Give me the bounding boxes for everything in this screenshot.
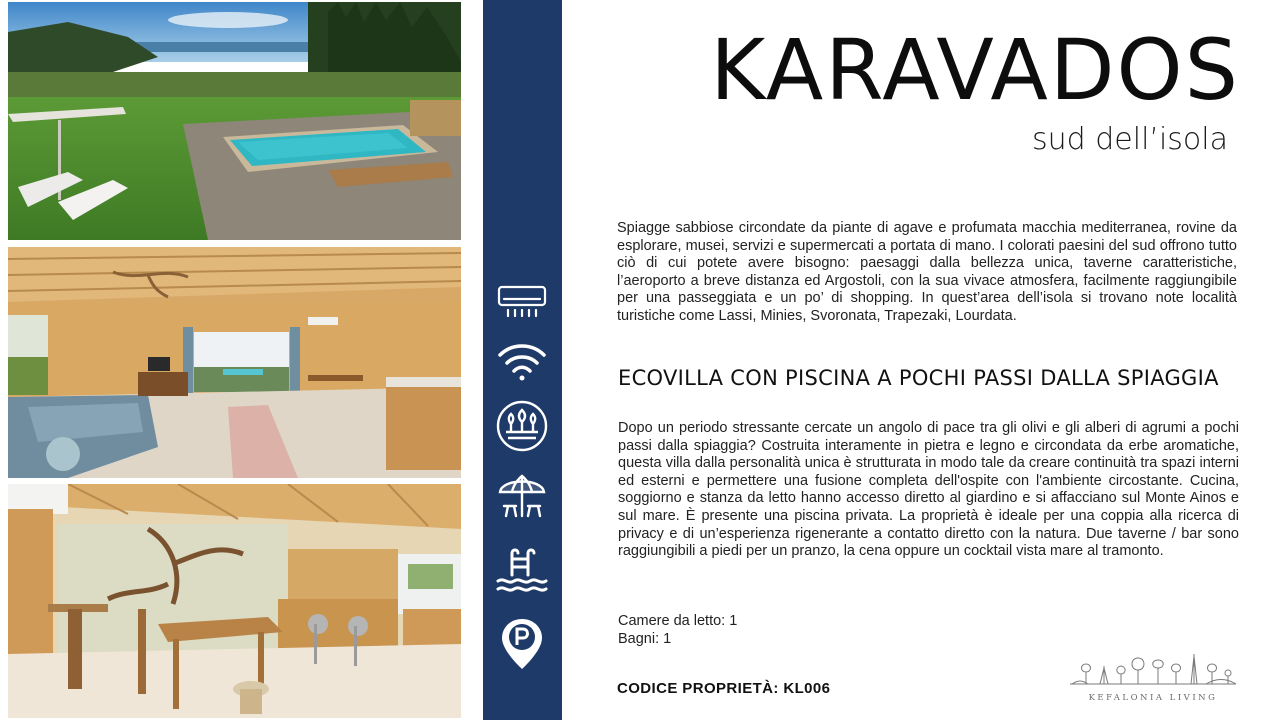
swimming-pool-icon — [494, 543, 550, 599]
bathrooms-count: Bagni: 1 — [618, 631, 672, 647]
trees-logo-icon — [1066, 650, 1240, 692]
property-description: Dopo un periodo stressante cercate un angolo di pace tra gli olivi e gli alberi di agrumi a pochi passi dalla spiaggia? Costruita interamente in pietra e legno e circondata da erbe aromatiche, questa villa dalla personalità unica è strutturata in modo tale da creare continuità tra spazi interni ed esterni e permettere una fusione completa dell'ospite con l'ambiente circostante. Cucina, soggiorno e stanza da letto hanno accesso diretto al giardino e si affacciano sul Monte Ainos e sul mare. È presente una piscina privata. La proprietà è ideale per una coppia alla ricerca di privacy e di un’esperienza rigenerante a contatto diretto con la natura. Due taverne / bar sono raggiungibili a piedi per un pranzo, la cena oppure un cocktail vista mare al tramonto. — [618, 420, 1239, 560]
property-subtitle: sud dell’isola — [1032, 122, 1228, 157]
property-facts — [618, 612, 737, 648]
parking-icon — [494, 615, 550, 671]
area-description: Spiagge sabbiose circondate da piante di agave e profumata macchia mediterranea, rovine da esplorare, musei, servizi e supermercati a portata di mano. I colorati paesini del sud offrono tutto ciò di cui potete avere bisogno: paesaggi dalla bellezza unica, taverne caratteristiche, l’aeroporto a breve distanza ed Argostoli, con la sua vivace atmosfera, facilmente raggiungibile per una passeggiata e un po’ di shopping. In quest’area dell’isola si trovano note località turistiche come Lassi, Minies, Svoronata, Trapezaki, Lourdata. — [617, 220, 1237, 324]
photo-pool-garden — [8, 2, 461, 240]
wifi-icon — [494, 333, 550, 389]
property-title: KARAVADOS — [710, 21, 1240, 119]
brand-logo — [1066, 650, 1240, 706]
air-conditioner-icon — [494, 273, 550, 329]
property-heading: ECOVILLA CON PISCINA A POCHI PASSI DALLA SPIAGGIA — [618, 366, 1219, 390]
photo-kitchen-dining — [8, 484, 461, 718]
photo-living-room — [8, 247, 461, 478]
amenities-band — [483, 0, 562, 720]
garden-icon — [494, 398, 550, 454]
bedrooms-count: Camere da letto: 1 — [618, 613, 738, 629]
beach-umbrella-icon — [494, 468, 550, 524]
property-code: CODICE PROPRIETÀ: KL006 — [617, 680, 831, 697]
logo-text: KEFALONIA LIVING — [1088, 693, 1218, 703]
